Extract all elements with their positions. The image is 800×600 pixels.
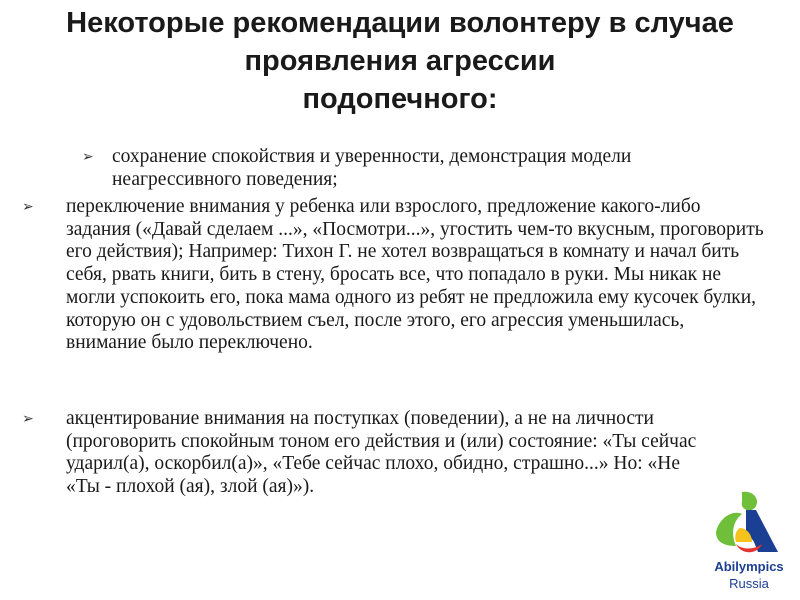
emblem-green-shape bbox=[742, 492, 757, 511]
slide-title-line-1: Некоторые рекомендации волонтеру в случае bbox=[66, 7, 734, 39]
list-item bbox=[22, 408, 706, 499]
list-item bbox=[82, 146, 732, 191]
bullet-arrow-icon: ➢ bbox=[82, 149, 94, 165]
slide-title-line-3: подопечного: bbox=[302, 83, 498, 115]
list-item-text: сохранение спокойствия и уверенности, демонстрация модели неагрессивного поведения; bbox=[112, 146, 632, 190]
emblem-blue-shape bbox=[746, 510, 778, 552]
logo-country: Russia bbox=[729, 576, 769, 591]
bullet-arrow-icon: ➢ bbox=[22, 411, 34, 427]
slide-title bbox=[0, 4, 800, 118]
list-item-text: переключение внимания у ребенка или взрослого, предложение какого-либо задания («Давай сделаем ...», «Посмотри...», угостить чем-то вкусным, проговорить его действия); Например: Тихон Г. не хотел возвращаться в комнату и начал бить себя, рвать книги, бить в стену, бросать все, что попадало в руки. Мы никак не могли успокоить его, пока мама одного из ребят не предложила ему кусочек булки, которую он с удовольствием съел, после этого, его агрессия уменьшилась, внимание было переключено. bbox=[66, 196, 764, 354]
list-item-text: акцентирование внимания на поступках (поведении), а не на личности (проговорить спокойным тоном его действия и (или) состояние: «Ты сейчас ударил(а), оскорбил(а)», «Тебе сейчас плохо, обидно, страшно...» Но: «Не «Ты - плохой (ая), злой (ая)»). bbox=[66, 408, 697, 498]
slide-title-line-2: проявления агрессии bbox=[244, 45, 556, 77]
list-item bbox=[22, 196, 766, 355]
logo-name: Abilympics bbox=[714, 559, 784, 574]
bullet-arrow-icon: ➢ bbox=[22, 199, 34, 215]
abilympics-logo bbox=[704, 488, 794, 594]
abilympics-emblem-icon bbox=[712, 488, 786, 558]
